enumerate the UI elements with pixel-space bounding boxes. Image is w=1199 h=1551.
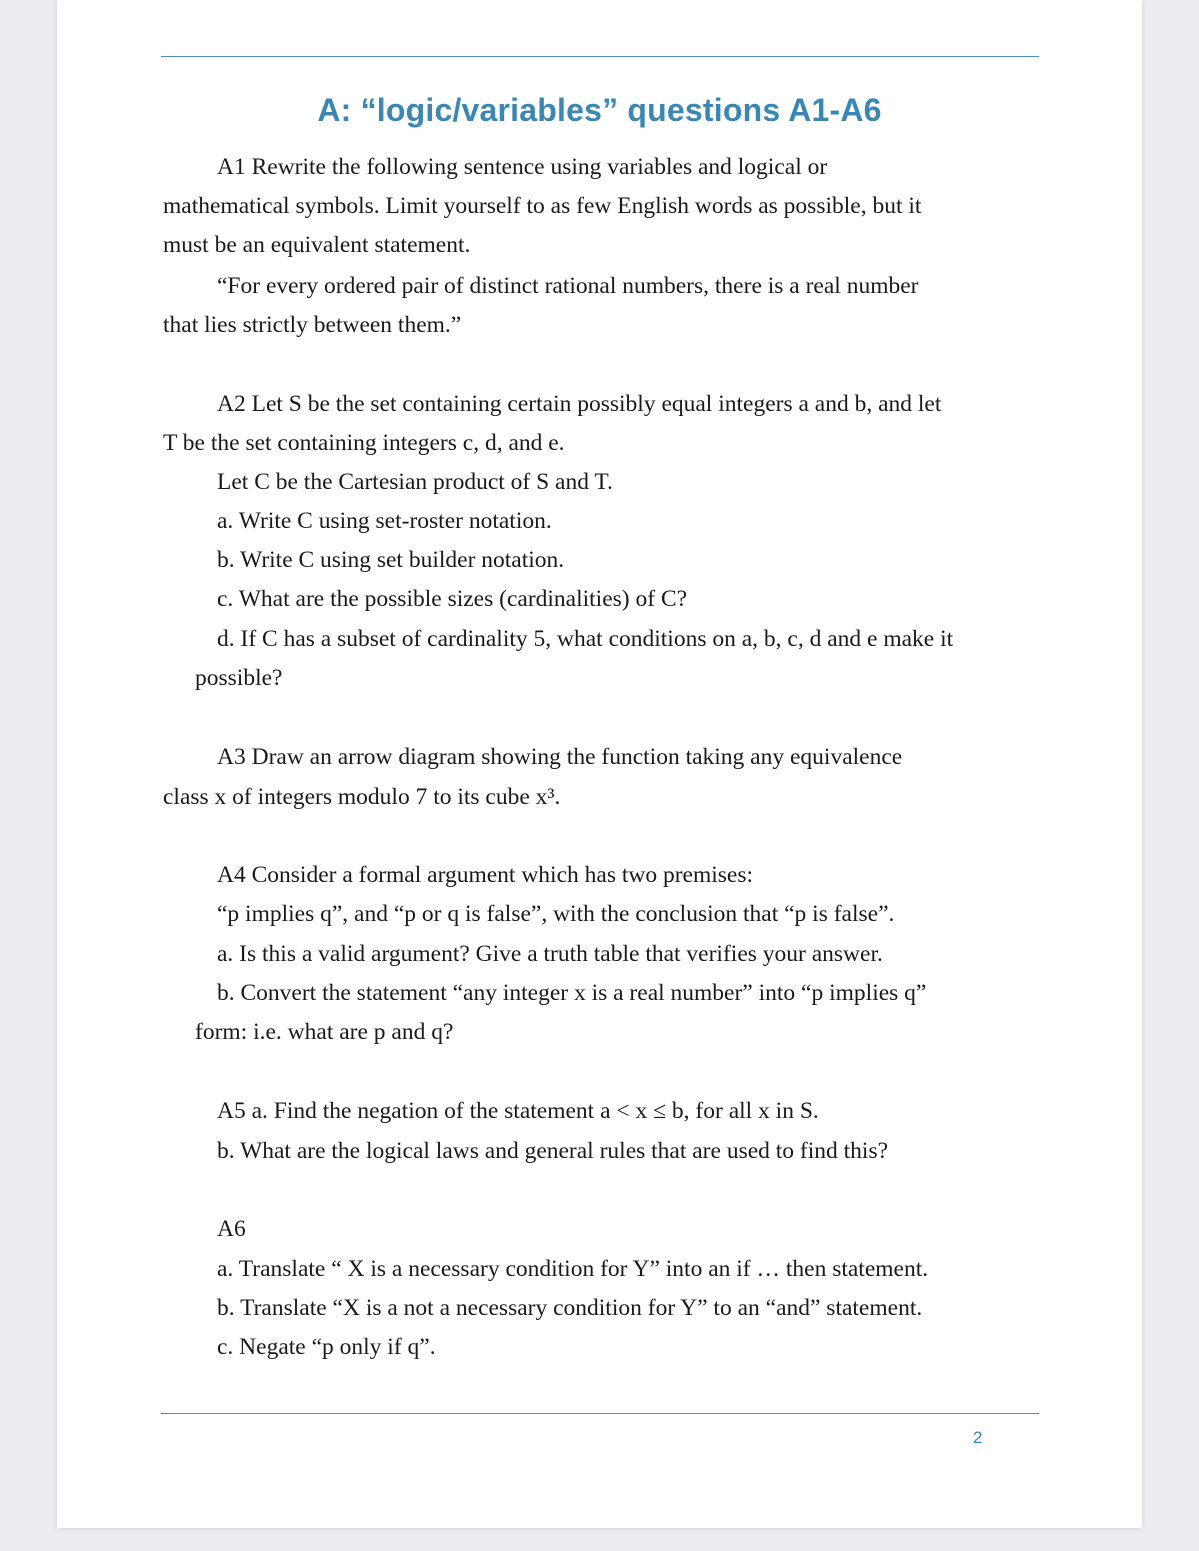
a3-line-2: class x of integers modulo 7 to its cube x³. xyxy=(163,784,561,810)
page-number: 2 xyxy=(973,1428,983,1447)
a6-item-a: a. Translate “ X is a necessary condition for Y” into an if … then statement. xyxy=(217,1256,929,1282)
document-page xyxy=(57,0,1142,1528)
a2-line-3: Let C be the Cartesian product of S and T. xyxy=(217,469,613,495)
a2-item-a: a. Write C using set-roster notation. xyxy=(217,508,552,534)
a1-quote-line-2: that lies strictly between them.” xyxy=(163,312,462,338)
a5-line-1: A5 a. Find the negation of the statement a < x ≤ b, for all x in S. xyxy=(217,1098,819,1124)
a4-item-a: a. Is this a valid argument? Give a truth table that verifies your answer. xyxy=(217,941,883,967)
a2-item-d-line-2: possible? xyxy=(195,665,283,691)
a1-line-2: mathematical symbols. Limit yourself to as few English words as possible, but it xyxy=(163,193,922,219)
a1-quote-line-1: “For every ordered pair of distinct rational numbers, there is a real number xyxy=(217,273,919,299)
a4-item-b-line-2: form: i.e. what are p and q? xyxy=(195,1019,454,1045)
footer-rule xyxy=(161,1413,1039,1414)
a5-line-2: b. What are the logical laws and general rules that are used to find this? xyxy=(217,1138,889,1164)
a2-item-d-line-1: d. If C has a subset of cardinality 5, what conditions on a, b, c, d and e make it xyxy=(217,626,954,652)
a4-item-b-line-1: b. Convert the statement “any integer x is a real number” into “p implies q” xyxy=(217,980,927,1006)
a3-line-1: A3 Draw an arrow diagram showing the function taking any equivalence xyxy=(217,744,903,770)
a6-item-b: b. Translate “X is a not a necessary condition for Y” to an “and” statement. xyxy=(217,1295,923,1321)
a2-item-b: b. Write C using set builder notation. xyxy=(217,547,565,573)
a1-line-1: A1 Rewrite the following sentence using variables and logical or xyxy=(217,154,828,180)
section-title: A: “logic/variables” questions A1-A6 xyxy=(317,92,882,128)
a6-heading: A6 xyxy=(217,1216,246,1242)
a4-line-2: “p implies q”, and “p or q is false”, with the conclusion that “p is false”. xyxy=(217,901,895,927)
a2-line-1: A2 Let S be the set containing certain possibly equal integers a and b, and let xyxy=(217,391,942,417)
a4-line-1: A4 Consider a formal argument which has two premises: xyxy=(217,862,754,888)
a2-item-c: c. What are the possible sizes (cardinalities) of C? xyxy=(217,586,688,612)
header-rule xyxy=(161,56,1039,57)
a2-line-2: T be the set containing integers c, d, and e. xyxy=(163,430,565,456)
a6-item-c: c. Negate “p only if q”. xyxy=(217,1334,436,1360)
a1-line-3: must be an equivalent statement. xyxy=(163,232,471,258)
